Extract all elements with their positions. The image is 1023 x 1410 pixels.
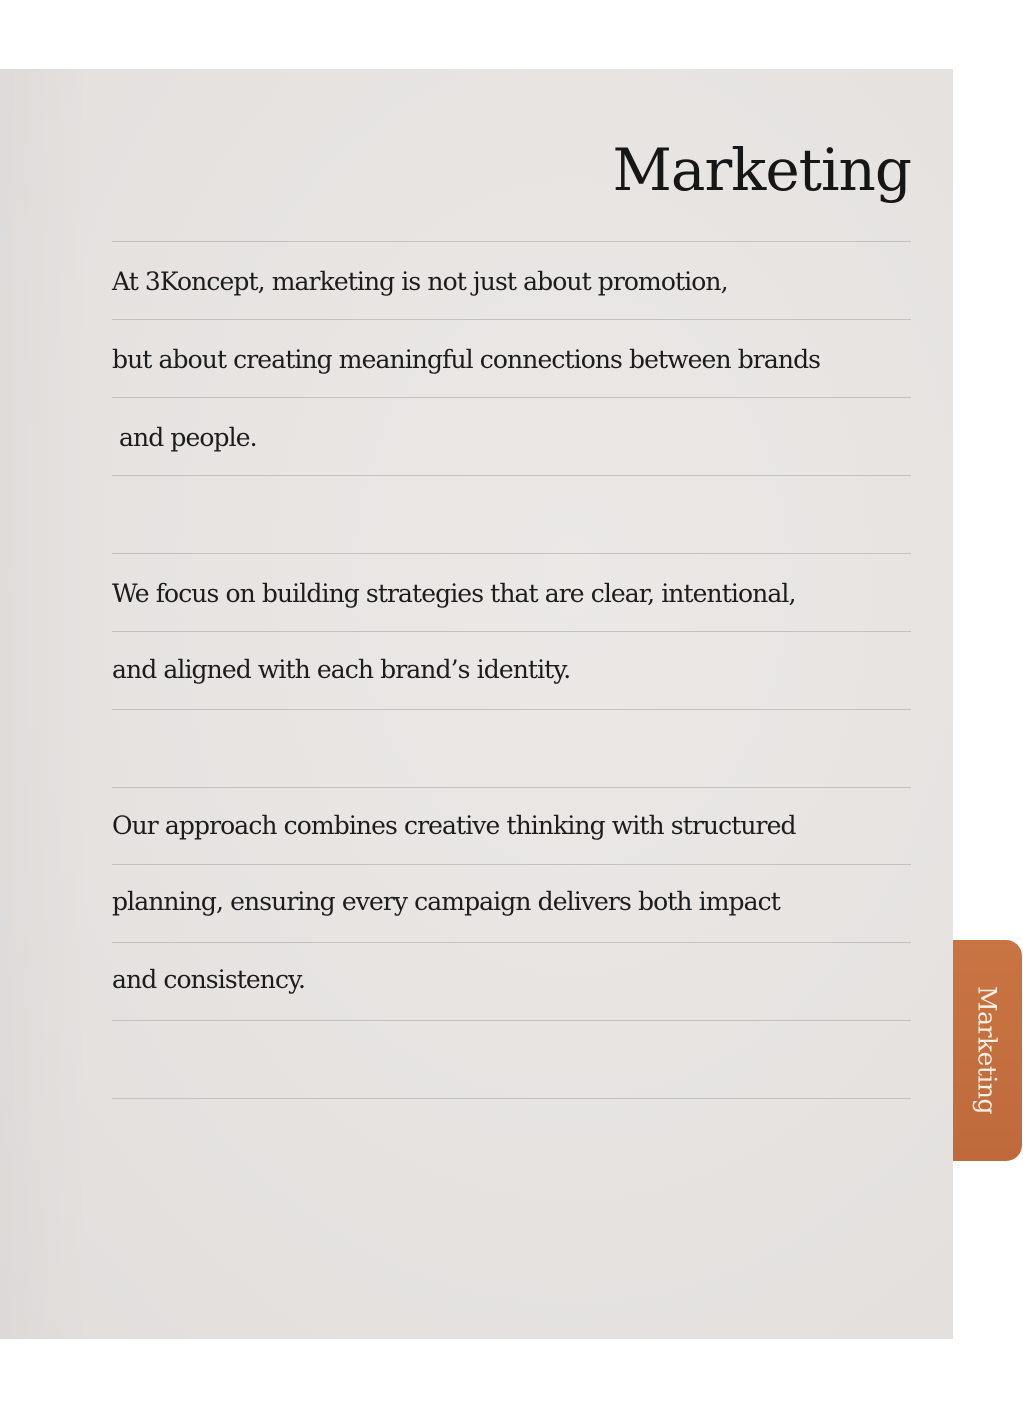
ruled-line <box>112 241 911 242</box>
ruled-line <box>112 1098 911 1099</box>
notebook-page <box>0 69 953 1339</box>
page-title: Marketing <box>612 136 911 204</box>
ruled-line <box>112 631 911 632</box>
tab-label: Marketing <box>972 985 1002 1115</box>
text-line: and aligned with each brand’s identity. <box>112 655 571 684</box>
text-line: We focus on building strategies that are clear, intentional, <box>112 579 796 608</box>
text-line: planning, ensuring every campaign delivers both impact <box>112 887 780 916</box>
ruled-line <box>112 1020 911 1021</box>
marketing-section-tab[interactable] <box>953 940 1022 1161</box>
ruled-line <box>112 397 911 398</box>
ruled-line <box>112 319 911 320</box>
ruled-line <box>112 553 911 554</box>
ruled-line <box>112 942 911 943</box>
text-line: Our approach combines creative thinking with structured <box>112 811 796 840</box>
text-line: and people. <box>112 423 257 452</box>
text-line: and consistency. <box>112 965 306 994</box>
ruled-line <box>112 864 911 865</box>
text-line: At 3Koncept, marketing is not just about promotion, <box>112 267 728 296</box>
text-line: but about creating meaningful connections between brands <box>112 345 821 374</box>
ruled-line <box>112 709 911 710</box>
ruled-line <box>112 787 911 788</box>
ruled-line <box>112 475 911 476</box>
